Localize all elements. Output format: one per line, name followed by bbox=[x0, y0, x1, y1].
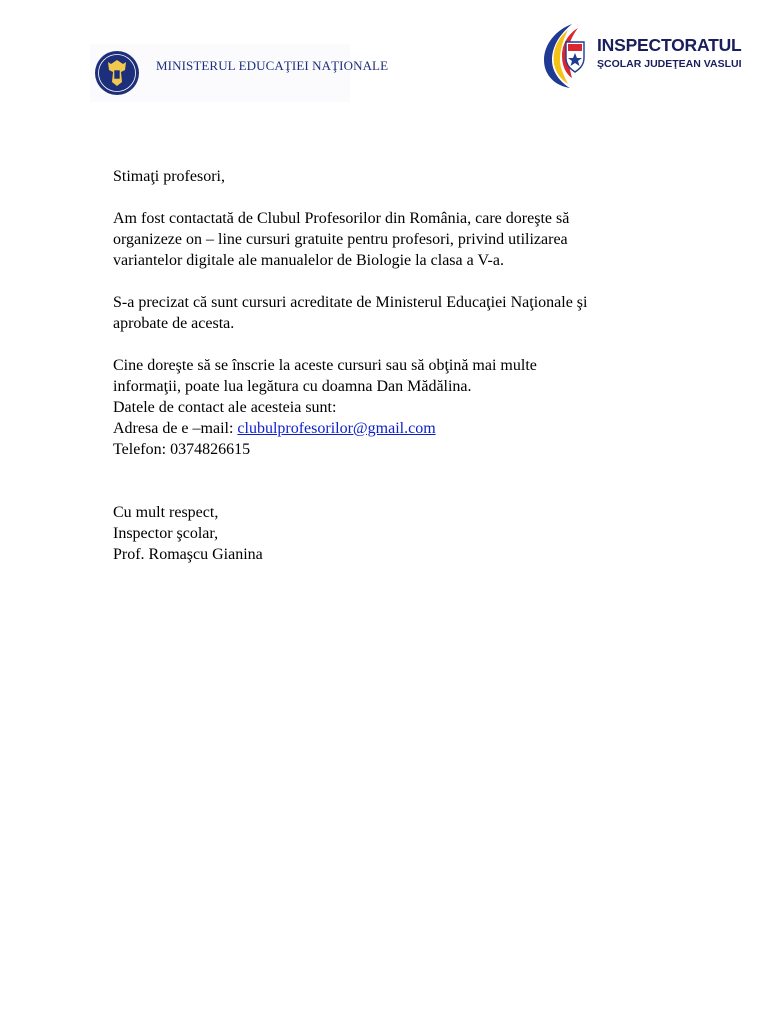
romanian-coat-of-arms-icon bbox=[94, 48, 140, 98]
letter-body bbox=[113, 166, 673, 565]
signer-name: Prof. Romaşcu Gianina bbox=[113, 546, 263, 563]
paragraph-3-line-3: Datele de contact ale acesteia sunt: bbox=[113, 399, 337, 416]
inspectorate-logo bbox=[538, 20, 750, 90]
paragraph-1-line-3: variantelor digitale ale manualelor de Biologie la clasa a V-a. bbox=[113, 252, 504, 269]
inspectorate-title: INSPECTORATUL bbox=[597, 35, 742, 55]
ministry-name: MINISTERUL EDUCAŢIEI NAŢIONALE bbox=[156, 58, 389, 73]
paragraph-2-line-1: S-a precizat că sunt cursuri acreditate de Ministerul Educaţiei Naţionale şi bbox=[113, 294, 588, 311]
paragraph-1-line-2: organizeze on – line cursuri gratuite pentru profesori, privind utilizarea bbox=[113, 231, 568, 248]
closing-line-1: Cu mult respect, bbox=[113, 504, 219, 521]
signer-title: Inspector şcolar, bbox=[113, 525, 219, 542]
email-link[interactable]: clubulprofesorilor@gmail.com bbox=[237, 420, 436, 437]
ministry-logo bbox=[90, 44, 389, 102]
paragraph-1-line-1: Am fost contactată de Clubul Profesorilor din România, care doreşte să bbox=[113, 210, 570, 227]
email-line bbox=[113, 418, 673, 439]
isj-vaslui-emblem-icon bbox=[538, 20, 594, 90]
inspectorate-subtitle: ŞCOLAR JUDEŢEAN VASLUI bbox=[597, 58, 742, 70]
paragraph-2-line-2: aprobate de acesta. bbox=[113, 315, 235, 332]
email-label: Adresa de e –mail: bbox=[113, 420, 238, 437]
paragraph-3-line-1: Cine doreşte să se înscrie la aceste cursuri sau să obţină mai multe bbox=[113, 357, 537, 374]
phone-line: Telefon: 0374826615 bbox=[113, 441, 251, 458]
paragraph-3-line-2: informaţii, poate lua legătura cu doamna Dan Mădălina. bbox=[113, 378, 472, 395]
greeting: Stimaţi profesori, bbox=[113, 168, 225, 185]
